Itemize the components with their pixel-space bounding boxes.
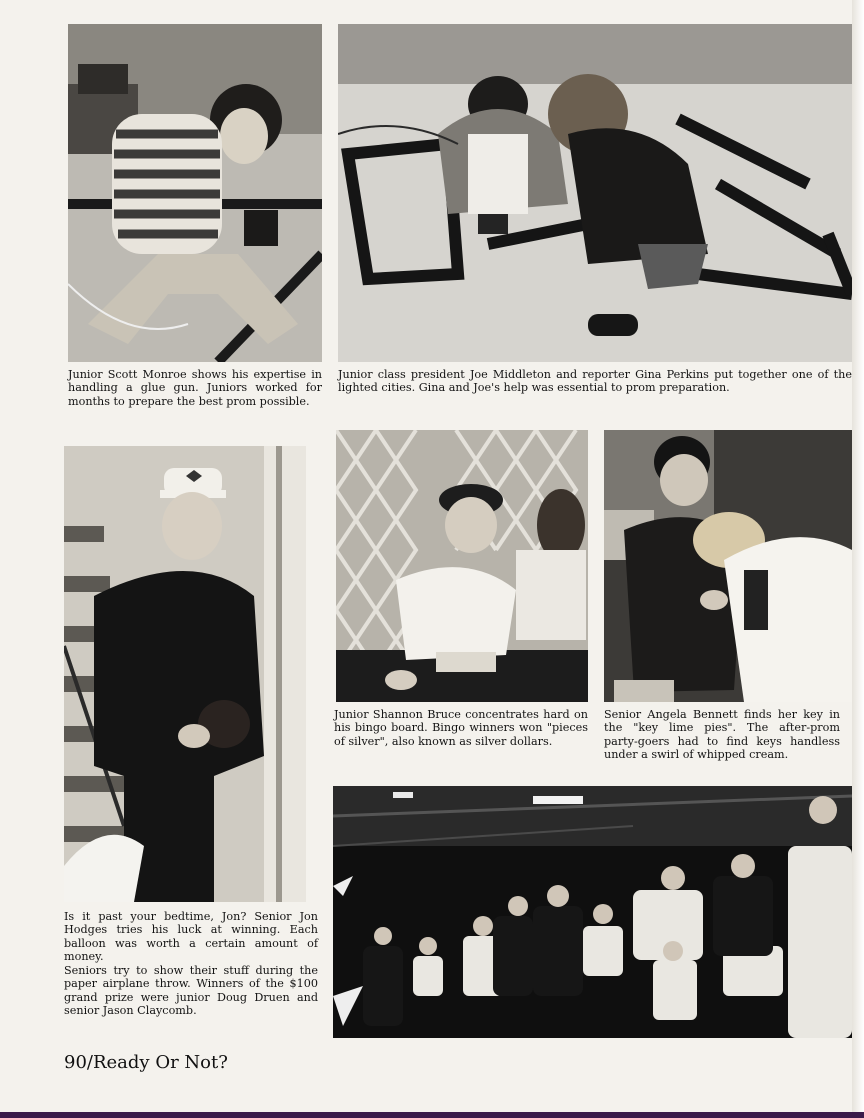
caption-airplane-throw: Seniors try to show their stuff during the paper airplane throw. Winners of the $100 grand prize were junior Doug Druen and senior Jason Claycomb. [64, 964, 318, 1018]
caption-angela-bennett: Senior Angela Bennett finds her key in the "key lime pies". The after-prom party-goers had to find keys handless under a swirl of whipped cream. [604, 708, 840, 762]
photo-angela-bennett [604, 430, 852, 702]
photo-airplane-throw [333, 786, 852, 1038]
caption-joe-gina: Junior class president Joe Middleton and reporter Gina Perkins put together one of the lighted cities. Gina and Joe's help was essential to prom preparation. [338, 368, 852, 395]
caption-scott-monroe: Junior Scott Monroe shows his expertise in handling a glue gun. Juniors worked for months to prepare the best prom possible. [68, 368, 322, 408]
caption-shannon-bruce: Junior Shannon Bruce concentrates hard on his bingo board. Bingo winners won "pieces of silver", also known as silver dollars. [334, 708, 588, 748]
page-edge [852, 0, 864, 1118]
photo-shannon-bruce [336, 430, 588, 702]
page-label: 90/Ready Or Not? [64, 1052, 228, 1073]
photo-joe-gina [338, 24, 852, 362]
caption-jon-hodges: Is it past your bedtime, Jon? Senior Jon Hodges tries his luck at winning. Each balloon was worth a certain amount of money. [64, 910, 318, 964]
photo-jon-hodges [64, 446, 306, 902]
photo-scott-monroe [68, 24, 322, 362]
bottom-edge [0, 1112, 864, 1118]
